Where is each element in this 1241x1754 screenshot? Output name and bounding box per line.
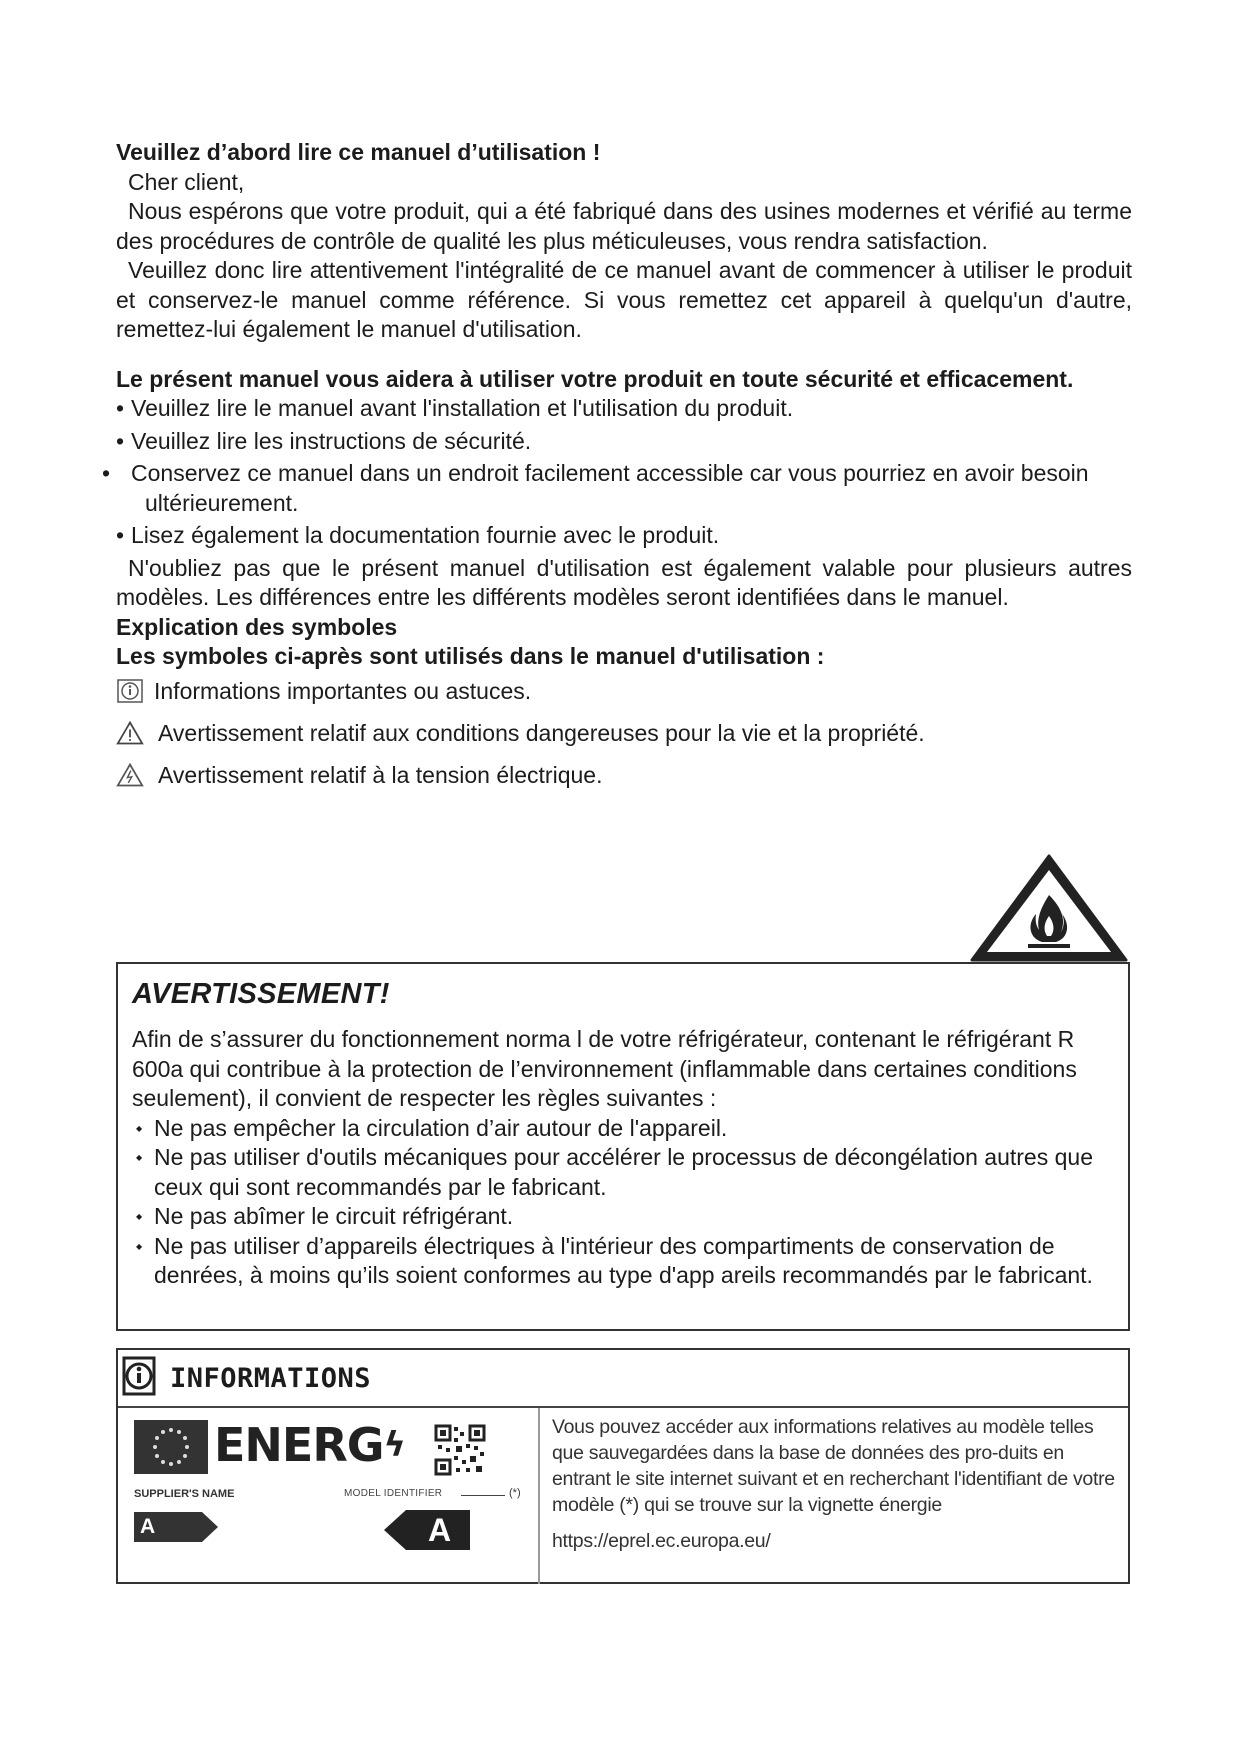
intro-greeting: Cher client, <box>128 168 245 195</box>
symbols-heading: Explication des symboles <box>116 613 398 640</box>
symbols-subheading: Les symboles ci-après sont utilisés dans le manuel d'utilisation : <box>116 643 825 669</box>
intro-para1: Nous espérons que votre produit, qui a été fabriqué dans des usines modernes et vérifié au terme des procédures de contrôle de qualité les plus méticuleuses, vous rendra satisfaction. <box>116 198 1132 254</box>
eu-flag-icon <box>134 1420 208 1474</box>
qr-code-icon <box>434 1424 486 1476</box>
energy-class-left: A <box>134 1512 218 1547</box>
model-identifier: MODEL IDENTIFIER <box>344 1488 443 1499</box>
safety-bullet: • Lisez également la documentation fournie avec le produit. <box>116 521 1132 551</box>
lightning-icon: ϟ <box>383 1425 405 1465</box>
electric-warning-icon <box>116 761 144 789</box>
warning-item: ◆ Ne pas abîmer le circuit réfrigérant. <box>132 1202 1114 1232</box>
symbol-text: Avertissement relatif à la tension électrique. <box>158 761 603 788</box>
warning-list <box>132 1114 1114 1291</box>
energy-label <box>118 1408 540 1584</box>
info-icon <box>116 677 144 705</box>
warning-item: ◆ Ne pas utiliser d’appareils électriques à l'intérieur des compartiments de conservation de denrées, à moins qu’ils soient conformes au type d'app areils recommandés par le fabricant. <box>132 1232 1114 1291</box>
warning-text: Afin de s’assurer du fonctionnement norma l de votre réfrigérateur, contenant le réfrigérant R 600a qui contribue à la protection de l’environnement (inflammable dans certaines conditions seulement), il convient de respecter les règles suivantes : <box>132 1026 1077 1111</box>
information-header <box>118 1350 1128 1408</box>
safety-list <box>116 394 1132 551</box>
warning-title: AVERTISSEMENT! <box>132 978 390 1010</box>
symbol-text: Avertissement relatif aux conditions dangereuses pour la vie et la propriété. <box>158 719 925 746</box>
intro-para2: Veuillez donc lire attentivement l'intégralité de ce manuel avant de commencer à utiliser le produit et conservez-le manuel comme référence. Si vous remettez cet appareil à quelqu'un d'autre, remettez-lui également le manuel d'utilisation. <box>116 257 1132 342</box>
information-box <box>116 1348 1130 1584</box>
eprel-link[interactable]: https://eprel.ec.europa.eu/ <box>552 1530 771 1552</box>
symbol-row-info <box>116 676 1132 706</box>
symbol-text: Informations importantes ou astuces. <box>154 677 532 704</box>
symbol-row-warning <box>116 718 1132 748</box>
information-text: Vous pouvez accéder aux informations relatives au modèle telles que sauvegardées dans la base de données des pro-duits en entrant le site internet suivant et en recherchant l'identifiant de votre modèle (*) qui se trouve sur la vignette énergie <box>552 1416 1115 1516</box>
arrow-line <box>461 1495 505 1496</box>
energy-logo-text: $ENERG^ϟ$ <box>214 1418 405 1472</box>
warning-box <box>116 962 1130 1331</box>
supplier-name: SUPPLIER'S NAME <box>134 1488 235 1500</box>
safety-bullet: • Veuillez lire les instructions de sécurité. <box>116 427 1132 457</box>
energy-class-right: A <box>384 1510 470 1555</box>
safety-bullet: • Conservez ce manuel dans un endroit facilement accessible car vous pourriez en avoir besoin ultérieurement. <box>116 459 1132 518</box>
safety-note: N'oubliez pas que le présent manuel d'utilisation est également valable pour plusieurs autres modèles. Les différences entre les différents modèles seront identifiées dans le manuel. <box>116 554 1132 610</box>
warning-triangle-icon <box>116 719 144 747</box>
model-marker: (*) <box>509 1487 521 1499</box>
safety-heading: Le présent manuel vous aidera à utiliser votre produit en toute sécurité et efficacement. <box>116 365 1074 392</box>
page-content <box>116 138 1132 790</box>
intro-heading: Veuillez d’abord lire ce manuel d’utilisation ! <box>116 139 601 165</box>
information-text-column <box>540 1408 1128 1584</box>
warning-item: ◆ Ne pas utiliser d'outils mécaniques pour accélérer le processus de décongélation autres que ceux qui sont recommandés par le fabricant. <box>132 1143 1114 1202</box>
flammable-warning-sign <box>968 850 1131 964</box>
info-icon <box>122 1356 156 1401</box>
warning-item: ◆ Ne pas empêcher la circulation d’air autour de l'appareil. <box>132 1114 1114 1144</box>
symbol-row-electric <box>116 760 1132 790</box>
safety-bullet: • Veuillez lire le manuel avant l'installation et l'utilisation du produit. <box>116 394 1132 424</box>
information-title: INFORMATIONS <box>170 1362 372 1394</box>
